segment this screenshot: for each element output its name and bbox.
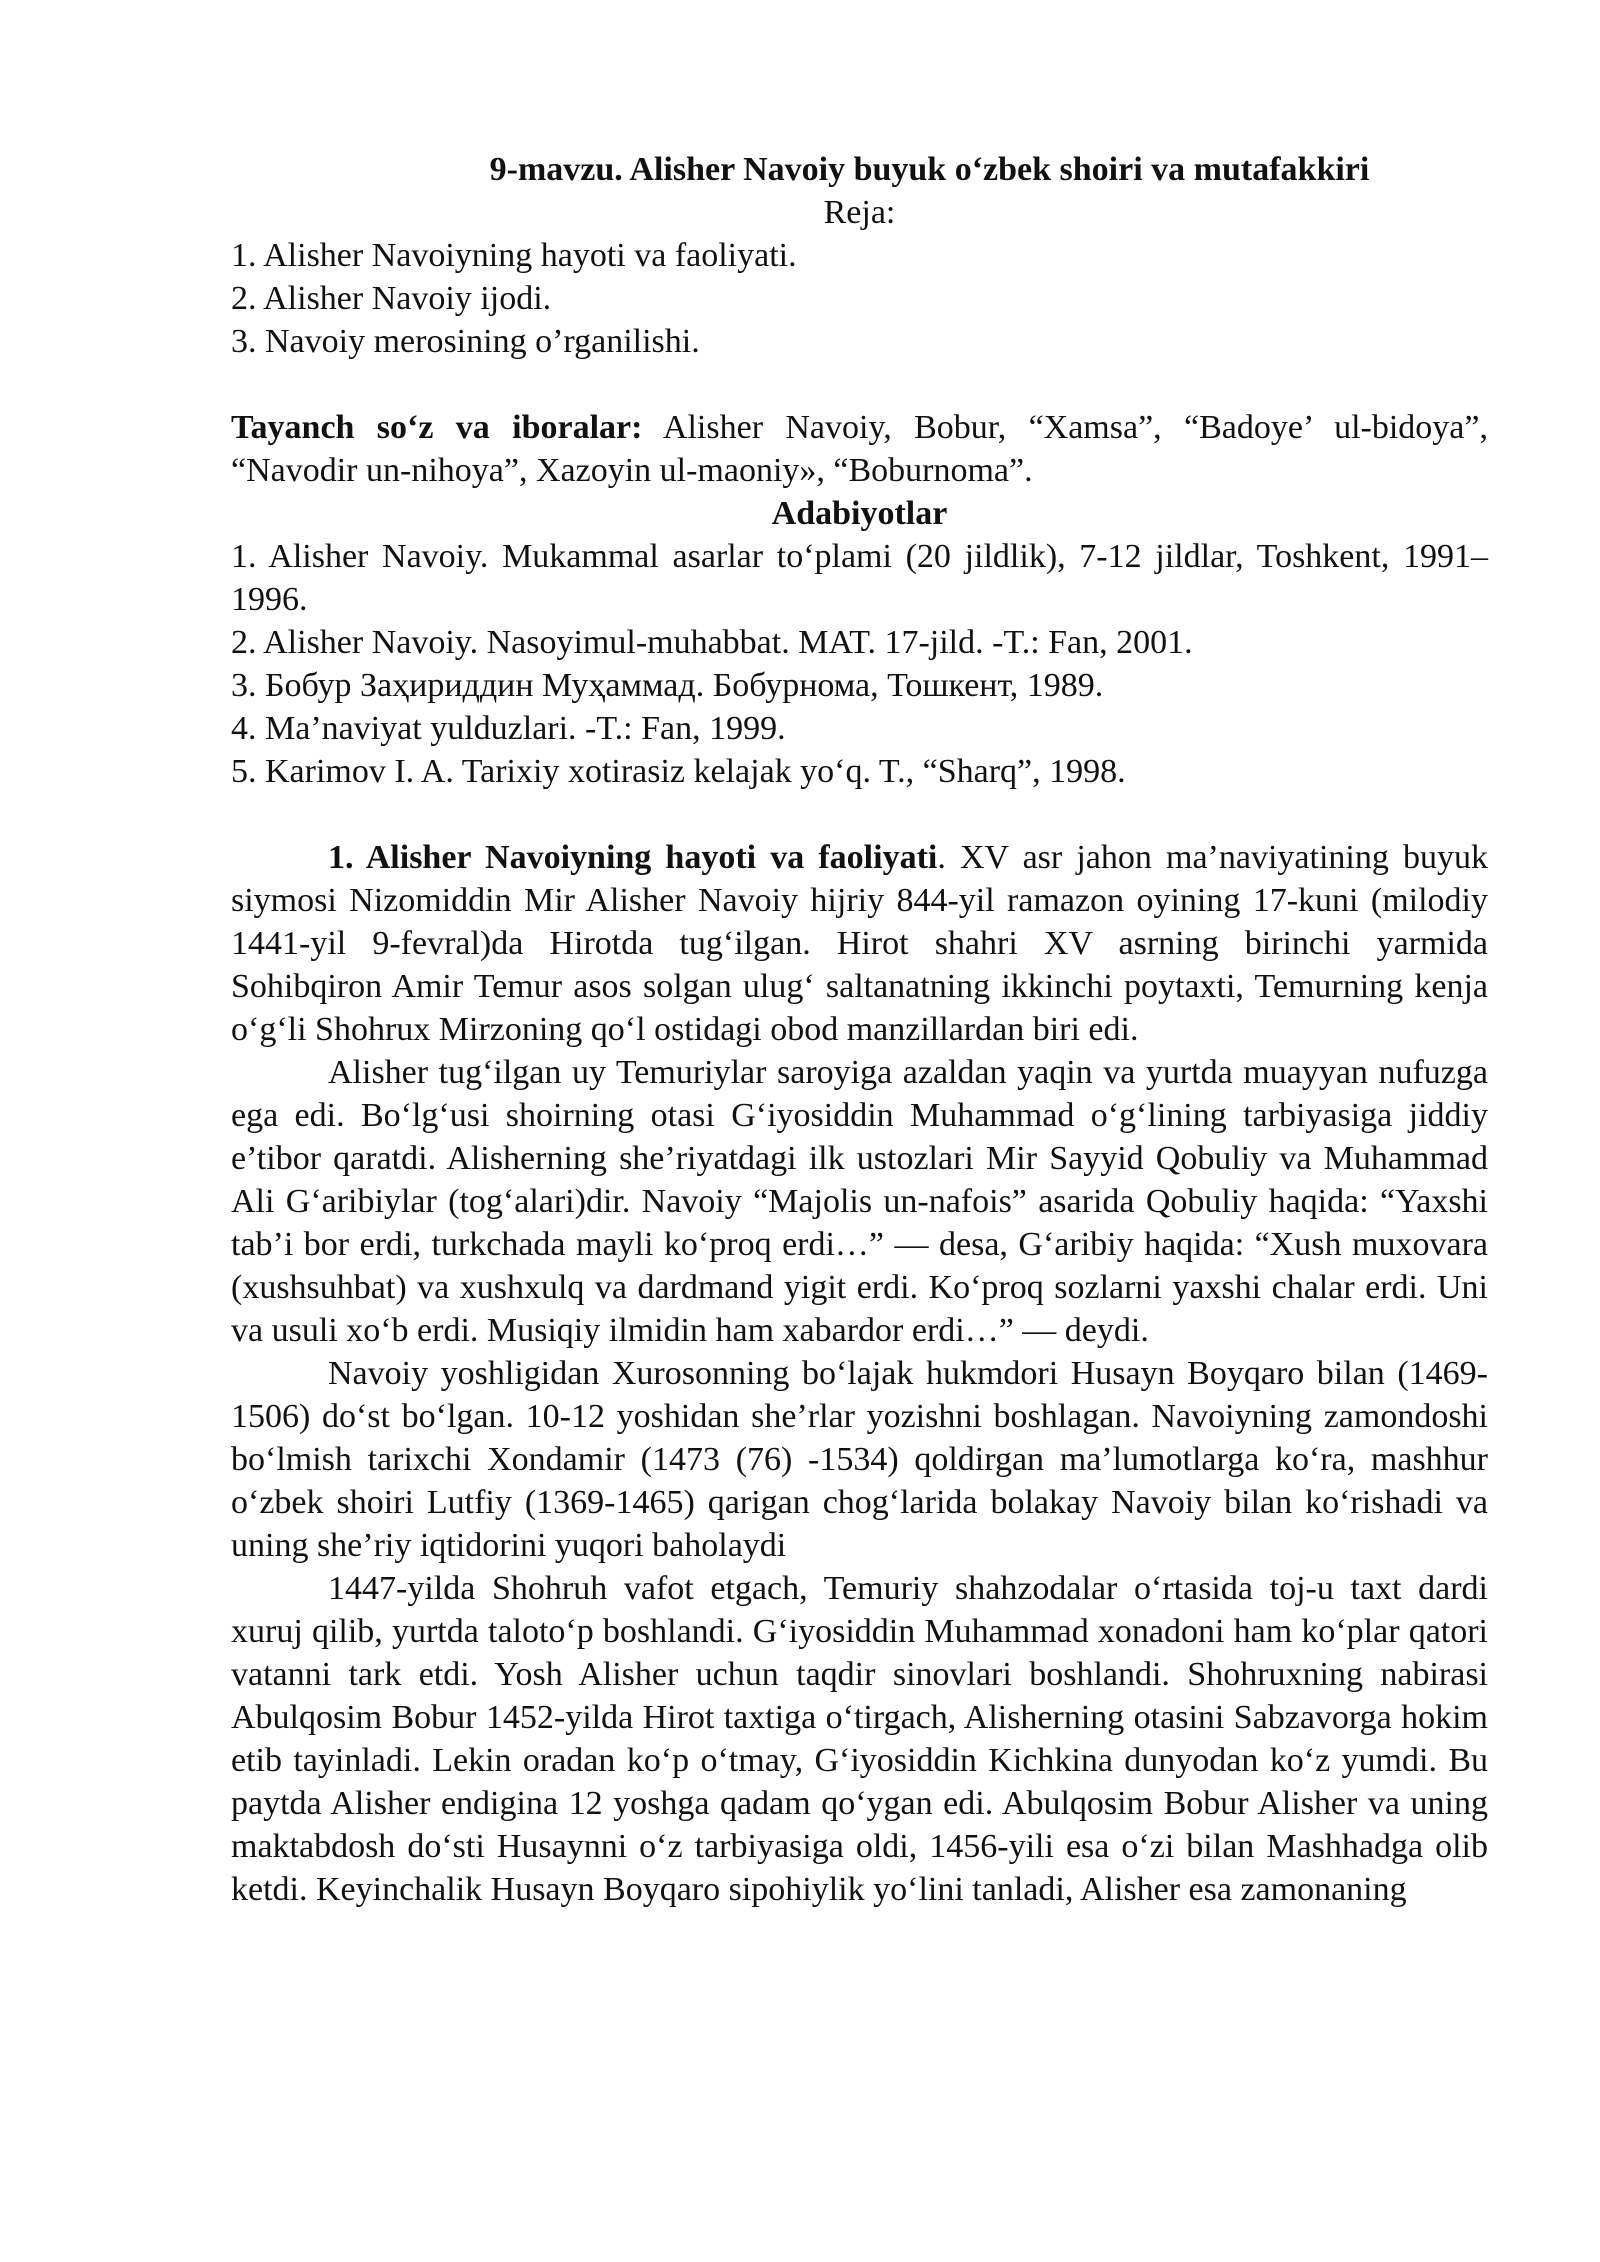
keywords-paragraph: [231, 406, 1488, 492]
literature-heading: Adabiyotlar: [771, 495, 948, 532]
keywords-label: Tayanch so‘z va iboralar:: [231, 409, 643, 446]
plan-heading: Reja:: [823, 194, 896, 231]
body-paragraph: Alisher tug‘ilgan uy Temuriylar saroyiga azaldan yaqin va yurtda muayyan nufuzga ega edi. Bo‘lg‘usi shoirning otasi G‘iyosiddin Muhammad o‘g‘lining tarbiyasiga jiddiy e’tibor qaratdi. Alisherning she’riyatdagi ilk ustozlari Mir Sayyid Qobuliy va Muhammad Ali G‘aribiylar (tog‘alari)dir. Navoiy “Majolis un-nafois” asarida Qobuliy haqida: “Yaxshi tab’i bor erdi, turkchada mayli ko‘proq erdi…” — desa, G‘aribiy haqida: “Xush muxovara (xushsuhbat) va xushxulq va dardmand yigit erdi. Ko‘proq sozlarni yaxshi chalar erdi. Uni va usuli xo‘b erdi. Musiqiy ilmidin ham xabardor erdi…” — deydi.: [231, 1054, 1488, 1349]
literature-item: 1. Alisher Navoiy. Mukammal asarlar to‘plami (20 jildlik), 7-12 jildlar, Toshkent, 1991–1996.: [231, 538, 1488, 618]
plan-item: 1. Alisher Navoiyning hayoti va faoliyati.: [231, 237, 797, 274]
literature-item: 2. Alisher Navoiy. Nasoyimul-muhabbat. MAT. 17-jild. -T.: Fan, 2001.: [231, 624, 1193, 661]
document-page: [231, 148, 1488, 1911]
literature-item: 4. Ma’naviyat yulduzlari. -T.: Fan, 1999.: [231, 710, 786, 747]
spacer: [231, 793, 1488, 836]
plan-item: 3. Navoiy merosining o’rganilishi.: [231, 323, 700, 360]
keywords-text: Alisher Navoiy, Bobur, “Xamsa”, “Badoye’ ul-bidoya”, “Navodir un-nihoya”, Xazoyin ul-maoniy», “Boburnoma”.: [231, 409, 1488, 489]
body-paragraph: 1447-yilda Shohruh vafot etgach, Temuriy shahzodalar o‘rtasida toj-u taxt dardi xuruj qilib, yurtda taloto‘p boshlandi. G‘iyosiddin Muhammad xonadoni ham ko‘plar qatori vatanni tark etdi. Yosh Alisher uchun taqdir sinovlari boshlandi. Shohruxning nabirasi Abulqosim Bobur 1452-yilda Hirot taxtiga o‘tirgach, Alisherning otasini Sabzavorga hokim etib tayinladi. Lekin oradan ko‘p o‘tmay, G‘iyosiddin Kichkina dunyodan ko‘z yumdi. Bu paytda Alisher endigina 12 yoshga qadam qo‘ygan edi. Abulqosim Bobur Alisher va uning maktabdosh do‘sti Husaynni o‘z tarbiyasiga oldi, 1456-yili esa o‘zi bilan Mashhadga olib ketdi. Keyinchalik Husayn Boyqaro sipohiylik yo‘lini tanladi, Alisher esa zamonaning: [231, 1570, 1488, 1908]
plan-item: 2. Alisher Navoiy ijodi.: [231, 280, 552, 317]
section1-lead-text: . XV asr jahon ma’naviyatining buyuk siymosi Nizomiddin Mir Alisher Navoiy hijriy 844-yil ramazon oyining 17-kuni (milodiy 1441-yil 9-fevral)da Hirotda tug‘ilgan. Hirot shahri XV asrning birinchi yarmida Sohibqiron Amir Temur asos solgan ulug‘ saltanatning ikkinchi poytaxti, Temurning kenja o‘g‘li Shohrux Mirzoning qo‘l ostidagi obod manzillardan biri edi.: [231, 839, 1488, 1048]
document-title: 9-mavzu. Alisher Navoiy buyuk o‘zbek shoiri va mutafakkiri: [489, 151, 1370, 188]
spacer: [231, 363, 1488, 406]
literature-item: 3. Бобур Заҳириддин Муҳаммад. Бобурнома, Тошкент, 1989.: [231, 667, 1104, 704]
body-paragraph: Navoiy yoshligidan Xurosonning bo‘lajak hukmdori Husayn Boyqaro bilan (1469-1506) do‘st bo‘lgan. 10-12 yoshidan she’rlar yozishni boshlagan. Navoiyning zamondoshi bo‘lmish tarixchi Xondamir (1473 (76) -1534) qoldirgan ma’lumotlarga ko‘ra, mashhur o‘zbek shoiri Lutfiy (1369-1465) qarigan chog‘larida bolakay Navoiy bilan ko‘rishadi va uning she’riy iqtidorini yuqori baholaydi: [231, 1355, 1488, 1564]
section1-lead-paragraph: [231, 836, 1488, 1051]
literature-item: 5. Karimov I. A. Tarixiy xotirasiz kelajak yo‘q. T., “Sharq”, 1998.: [231, 753, 1126, 790]
section1-heading: 1. Alisher Navoiyning hayoti va faoliyati: [328, 839, 938, 876]
